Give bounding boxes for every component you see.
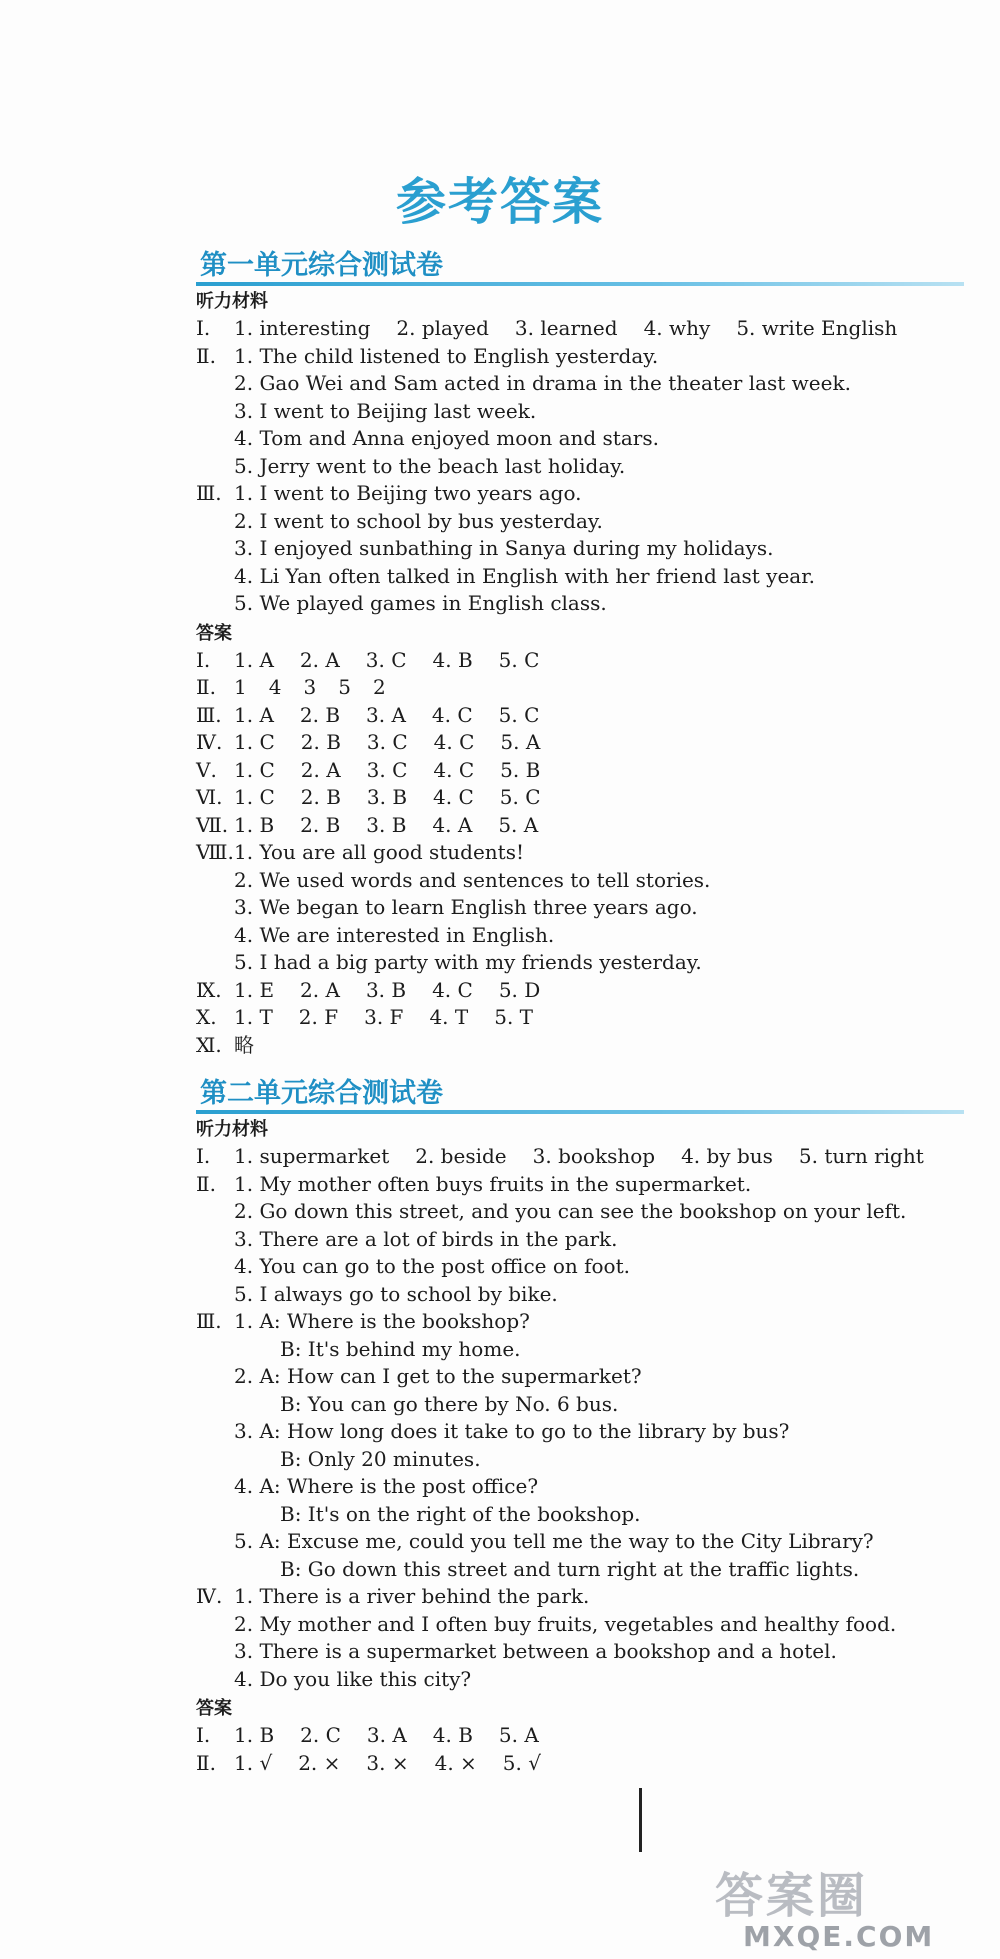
unit1-section — [196, 246, 898, 1059]
unit2-listening-label: 听力材料 — [196, 1119, 268, 1140]
unit1-answer-a8-line: 4. We are interested in English. — [234, 922, 555, 947]
page-title: 参考答案 — [396, 173, 604, 231]
unit1-answer-a9: Ⅸ. 1. E 2. A 3. B 4. C 5. D — [196, 977, 541, 1002]
unit1-listening-s3-line: 4. Li Yan often talked in English with her friend last year. — [234, 563, 815, 588]
unit1-listening-s2-line: 5. Jerry went to the beach last holiday. — [234, 453, 626, 478]
unit2-listening-s3-line: B: Go down this street and turn right at the traffic lights. — [280, 1556, 860, 1581]
unit1-answer-a10: Ⅹ. 1. T 2. F 3. F 4. T 5. T — [196, 1005, 533, 1029]
unit2-heading-underline — [196, 1110, 964, 1114]
unit1-listening-s3-line: Ⅲ. 1. I went to Beijing two years ago. — [196, 481, 582, 505]
unit1-listening-s1: Ⅰ. 1. interesting 2. played 3. learned 4. why 5. write English — [196, 316, 898, 340]
unit2-heading: 第二单元综合测试卷 — [200, 1078, 443, 1109]
watermark-text: 答案圈 — [715, 1868, 869, 1924]
watermark-logo — [715, 1868, 995, 1953]
unit1-listening-s2-line: 3. I went to Beijing last week. — [234, 398, 537, 423]
unit2-heading-banner — [196, 1074, 846, 1114]
unit1-answer-a2: Ⅱ. 1 4 3 5 2 — [196, 675, 386, 699]
unit2-listening-s3-line: B: Only 20 minutes. — [280, 1446, 481, 1471]
unit2-answer-a2: Ⅱ. 1. √ 2. × 3. × 4. × 5. √ — [196, 1750, 541, 1775]
unit2-listening-s4-line: Ⅳ. 1. There is a river behind the park. — [196, 1584, 590, 1608]
unit2-listening-s2-line: 5. I always go to school by bike. — [234, 1281, 558, 1306]
unit2-listening-s4-line: 3. There is a supermarket between a bookshop and a hotel. — [234, 1639, 837, 1663]
unit1-answer-a1: Ⅰ. 1. A 2. A 3. C 4. B 5. C — [196, 647, 540, 672]
unit2-listening-s3-line: 5. A: Excuse me, could you tell me the way to the City Library? — [234, 1529, 874, 1553]
unit2-listening-s4-line: 4. Do you like this city? — [234, 1666, 472, 1691]
unit1-answer-label: 答案 — [196, 622, 232, 644]
unit1-answer-a5: Ⅴ. 1. C 2. A 3. C 4. C 5. B — [196, 757, 541, 782]
unit2-listening-s3-line: 3. A: How long does it take to go to the library by bus? — [234, 1419, 790, 1443]
unit1-answer-a8-line: Ⅷ.1. You are all good students! — [196, 840, 525, 864]
unit1-answer-a8-line: 5. I had a big party with my friends yesterday. — [234, 950, 702, 974]
unit2-listening-s3-line: B: You can go there by No. 6 bus. — [280, 1391, 619, 1416]
unit1-answer-a4: Ⅳ. 1. C 2. B 3. C 4. C 5. A — [196, 730, 541, 754]
unit1-heading-underline — [196, 282, 964, 286]
unit1-heading-banner — [196, 246, 846, 286]
unit2-listening-s2-line: Ⅱ. 1. My mother often buys fruits in the supermarket. — [196, 1171, 752, 1196]
unit1-listening-s2-line: 4. Tom and Anna enjoyed moon and stars. — [234, 426, 659, 450]
unit1-listening-label: 听力材料 — [196, 291, 268, 312]
unit1-listening-s3-line: 5. We played games in English class. — [234, 591, 607, 615]
unit1-answer-a7: Ⅶ. 1. B 2. B 3. B 4. A 5. A — [196, 812, 539, 837]
unit2-listening-s3-line: 2. A: How can I get to the supermarket? — [234, 1364, 642, 1388]
watermark-url: MXQE.COM — [743, 1920, 935, 1953]
unit2-listening-s3-line: B: It's on the right of the bookshop. — [280, 1501, 641, 1526]
unit2-section — [196, 1074, 924, 1777]
unit1-answer-a8-line: 3. We began to learn English three years ago. — [234, 895, 698, 919]
unit1-listening-s3-line: 2. I went to school by bus yesterday. — [234, 508, 603, 533]
unit2-answer-a1: Ⅰ. 1. B 2. C 3. A 4. B 5. A — [196, 1723, 539, 1747]
unit1-answer-a6: Ⅵ. 1. C 2. B 3. B 4. C 5. C — [196, 785, 541, 809]
unit1-listening-s3-line: 3. I enjoyed sunbathing in Sanya during my holidays. — [234, 536, 774, 560]
unit2-listening-s3-line: B: It's behind my home. — [280, 1336, 521, 1361]
unit2-listening-s1: Ⅰ. 1. supermarket 2. beside 3. bookshop 4. by bus 5. turn right — [196, 1144, 924, 1168]
unit2-listening-s2-line: 2. Go down this street, and you can see the bookshop on your left. — [234, 1199, 907, 1223]
unit2-answer-label: 答案 — [196, 1698, 232, 1719]
unit1-answer-a11: Ⅺ. 略 — [196, 1032, 254, 1057]
unit1-answer-a8-line: 2. We used words and sentences to tell stories. — [234, 867, 711, 892]
unit1-heading: 第一单元综合测试卷 — [200, 250, 443, 281]
unit1-listening-s2-line: 2. Gao Wei and Sam acted in drama in the theater last week. — [234, 371, 851, 395]
unit2-listening-s3-line: 4. A: Where is the post office? — [234, 1474, 539, 1498]
page-divider-mark — [639, 1788, 642, 1852]
unit1-listening-s2-line: Ⅱ. 1. The child listened to English yesterday. — [196, 343, 659, 368]
unit2-listening-s4-line: 2. My mother and I often buy fruits, vegetables and healthy food. — [234, 1611, 897, 1636]
unit1-answer-a3: Ⅲ. 1. A 2. B 3. A 4. C 5. C — [196, 702, 540, 727]
unit2-listening-s3-line: Ⅲ. 1. A: Where is the bookshop? — [196, 1309, 530, 1333]
unit2-listening-s2-line: 3. There are a lot of birds in the park. — [234, 1226, 618, 1251]
unit2-listening-s2-line: 4. You can go to the post office on foot. — [234, 1254, 630, 1278]
